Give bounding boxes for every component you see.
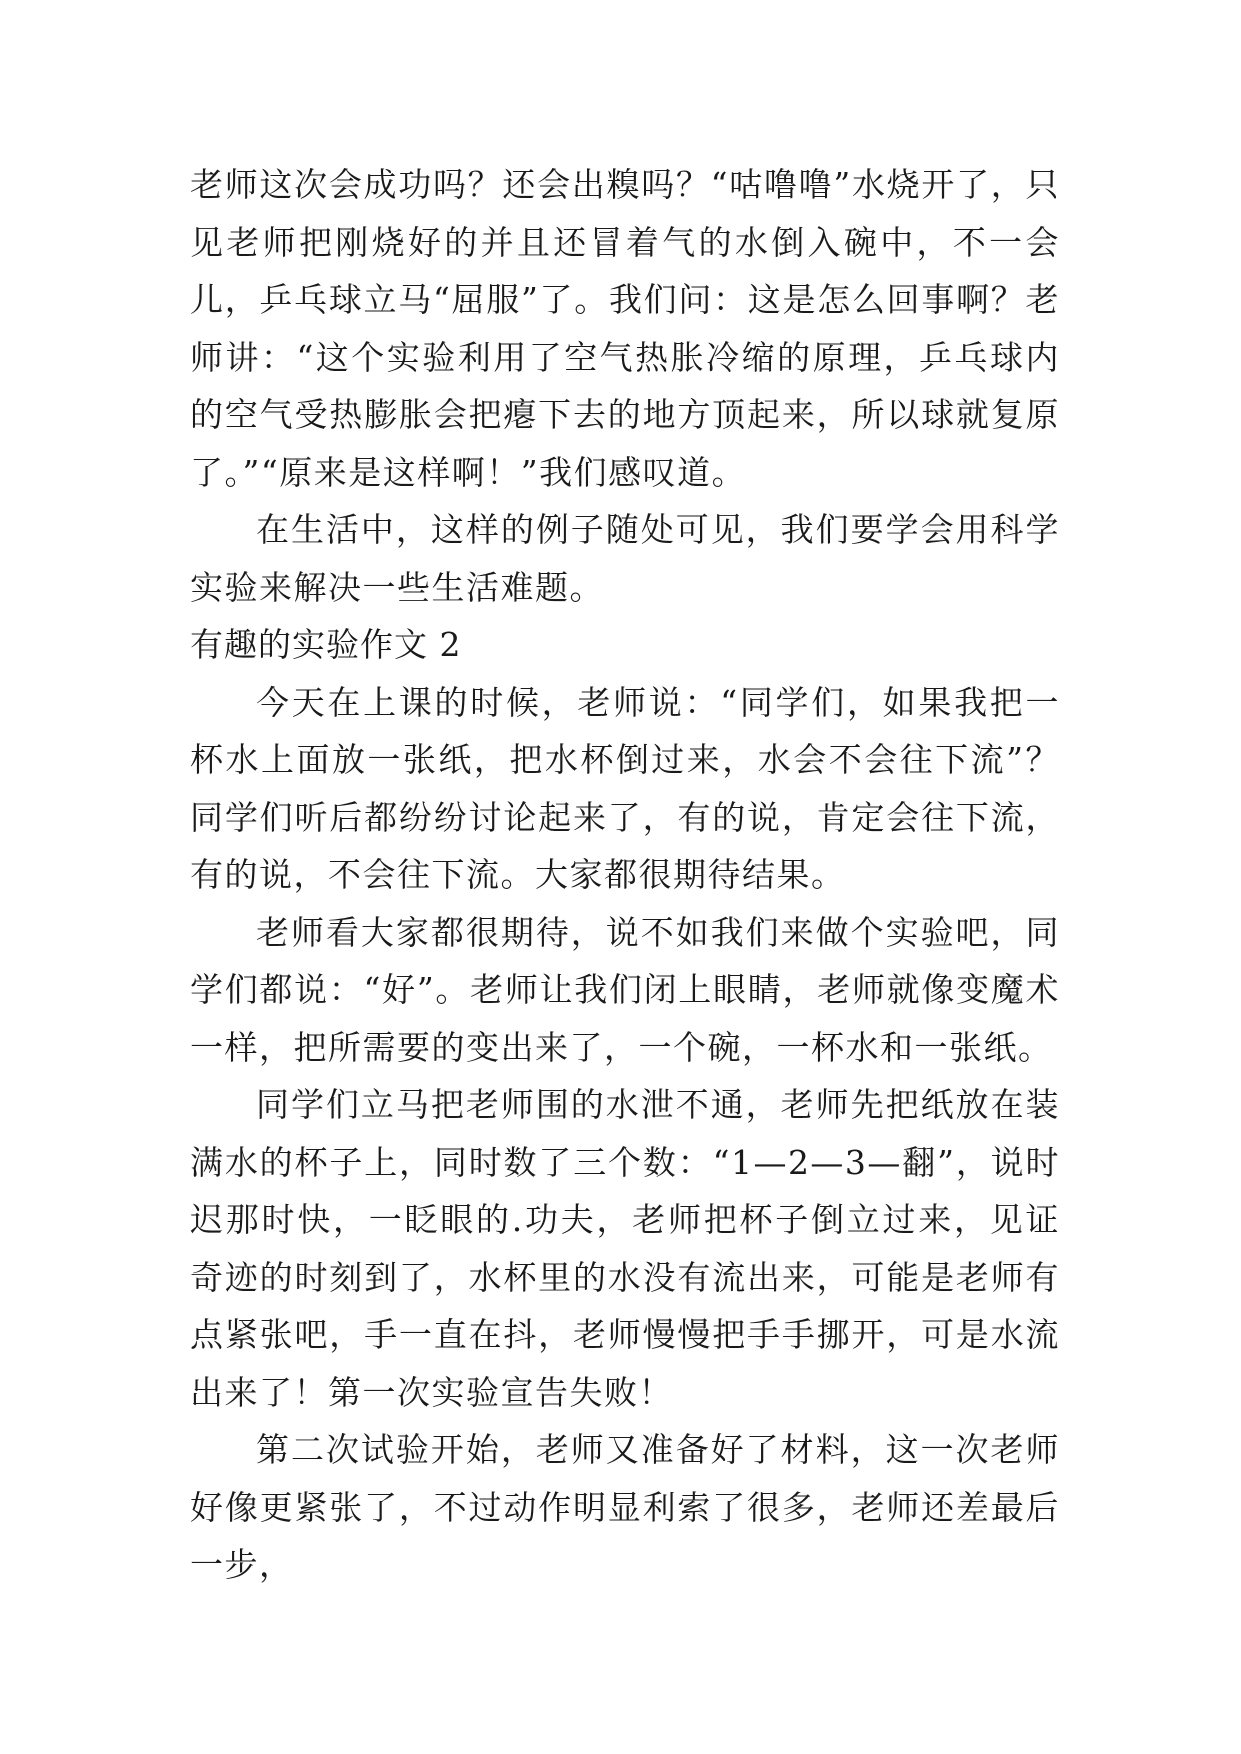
paragraph-second-attempt: 第二次试验开始，老师又准备好了材料，这一次老师好像更紧张了，不过动作明显利索了很多，老师还差最后一步， [190,1430,1060,1584]
paragraph-first-attempt: 同学们立马把老师围的水泄不通，老师先把纸放在装满水的杯子上，同时数了三个数：“1—2—3—翻”，说时迟那时快，一眨眼的.功夫，老师把杯子倒立过来，见证奇迹的时刻到了，水杯里的水没有流出来，可能是老师有点紧张吧，手一直在抖，老师慢慢把手手挪开，可是水流出来了！第一次实验宣告失败！ [190,1085,1060,1412]
document-body [190,156,1060,1594]
essay-heading: 有趣的实验作文 2 [190,625,462,664]
paragraph-setup: 老师看大家都很期待，说不如我们来做个实验吧，同学们都说：“好”。老师让我们闭上眼睛，老师就像变魔术一样，把所需要的变出来了，一个碗，一杯水和一张纸。 [190,912,1060,1067]
paragraph-conclusion: 在生活中，这样的例子随处可见，我们要学会用科学实验来解决一些生活难题。 [190,510,1060,607]
paragraph-intro: 今天在上课的时候，老师说：“同学们，如果我把一杯水上面放一张纸，把水杯倒过来，水会不会往下流”？同学们听后都纷纷讨论起来了，有的说，肯定会往下流，有的说，不会往下流。大家都很期待结果。 [190,682,1060,894]
paragraph-continued: 老师这次会成功吗？还会出糗吗？“咕噜噜”水烧开了，只见老师把刚烧好的并且还冒着气的水倒入碗中，不一会儿，乒乓球立马“屈服”了。我们问：这是怎么回事啊？老师讲：“这个实验利用了空气热胀冷缩的原理，乒乓球内的空气受热膨胀会把瘪下去的地方顶起来，所以球就复原了。”“原来是这样啊！”我们感叹道。 [190,165,1060,492]
